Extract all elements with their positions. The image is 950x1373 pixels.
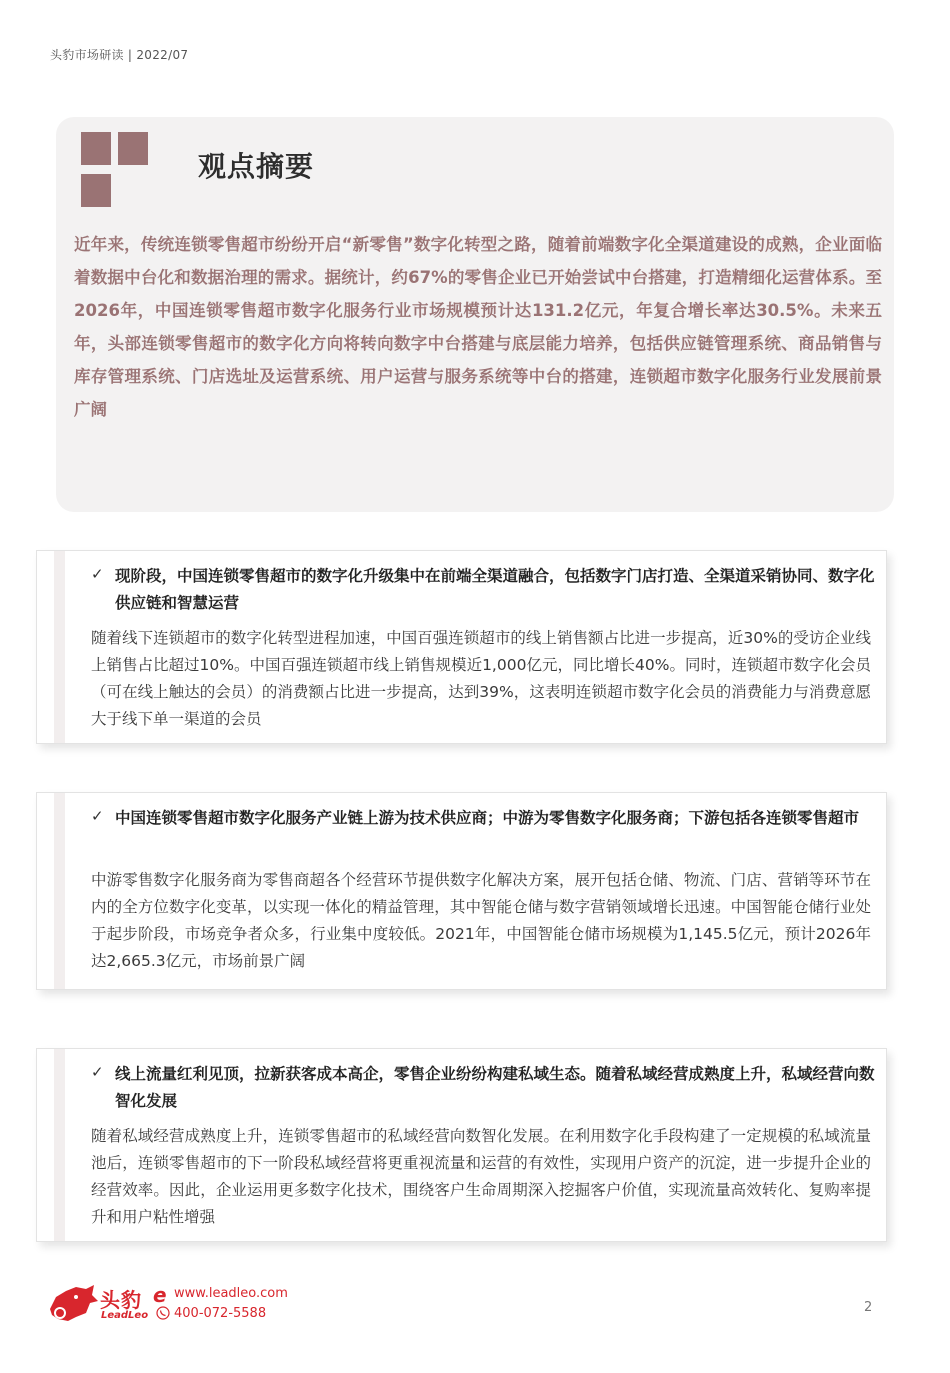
brand-name-cn: 头豹 (100, 1288, 142, 1312)
summary-body: 近年来，传统连锁零售超市纷纷开启“新零售”数字化转型之路，随着前端数字化全渠道建设的成熟，企业面临着数据中台化和数据治理的需求。据统计，约67%的零售企业已开始尝试中台搭建，打造精细化运营体系。至2026年，中国连锁零售超市数字化服务行业市场规模预计达131.2亿元，年复合增长率达30.5%。未来五年，头部连锁零售超市的数字化方向将转向数字中台搭建与底层能力培养，包括供应链管理系统、商品销售与库存管理系统、门店选址及运营系统、用户运营与服务系统等中台的搭建，连锁超市数字化服务行业发展前景广阔 (74, 235, 882, 419)
e-logo-icon: e (153, 1283, 167, 1307)
check-icon: ✓ (91, 1063, 104, 1081)
leopard-logo-icon (46, 1283, 100, 1323)
phone-icon (156, 1306, 170, 1320)
point-card-1 (36, 550, 887, 744)
summary-square-icon (81, 132, 149, 210)
card-accent-bar (54, 551, 65, 743)
summary-box (56, 117, 894, 512)
page-number: 2 (864, 1300, 873, 1315)
card-accent-bar (54, 793, 65, 989)
summary-title: 观点摘要 (198, 150, 315, 183)
point-heading-1: 现阶段，中国连锁零售超市的数字化升级集中在前端全渠道融合，包括数字门店打造、全渠道采销协同、数字化供应链和智慧运营 (115, 567, 875, 612)
point-heading-2: 中国连锁零售超市数字化服务产业链上游为技术供应商；中游为零售数字化服务商；下游包括各连锁零售超市 (115, 809, 860, 827)
point-body-1: 随着线下连锁超市的数字化转型进程加速，中国百强连锁超市的线上销售额占比进一步提高，近30%的受访企业线上销售占比超过10%。中国百强连锁超市线上销售规模近1,000亿元，同比增长40%。同时，连锁超市数字化会员（可在线上触达的会员）的消费额占比进一步提高，达到39%，这表明连锁超市数字化会员的消费能力与消费意愿大于线下单一渠道的会员 (91, 629, 871, 728)
check-icon: ✓ (91, 565, 104, 583)
header-publication-line: 头豹市场研读 | 2022/07 (50, 48, 189, 62)
brand-name-en: LeadLeo (101, 1310, 149, 1321)
point-card-3 (36, 1048, 887, 1242)
point-card-2 (36, 792, 887, 990)
phone-number: 400-072-5588 (174, 1306, 267, 1321)
card-accent-bar (54, 1049, 65, 1241)
point-heading-3: 线上流量红利见顶，拉新获客成本高企，零售企业纷纷构建私域生态。随着私域经营成熟度上升，私域经营向数智化发展 (115, 1065, 875, 1110)
point-body-3: 随着私域经营成熟度上升，连锁零售超市的私域经营向数智化发展。在利用数字化手段构建了一定规模的私域流量池后，连锁零售超市的下一阶段私域经营将更重视流量和运营的有效性，实现用户资产的沉淀，进一步提升企业的经营效率。因此，企业运用更多数字化技术，围绕客户生命周期深入挖掘客户价值，实现流量高效转化、复购率提升和用户粘性增强 (91, 1127, 871, 1226)
point-body-2: 中游零售数字化服务商为零售商超各个经营环节提供数字化解决方案，展开包括仓储、物流、门店、营销等环节在内的全方位数字化变革，以实现一体化的精益管理，其中智能仓储与数字营销领域增长迅速。中国智能仓储行业处于起步阶段，市场竞争者众多，行业集中度较低。2021年，中国智能仓储市场规模为1,145.5亿元，预计2026年达2,665.3亿元，市场前景广阔 (91, 871, 871, 970)
check-icon: ✓ (91, 807, 104, 825)
website-link[interactable]: www.leadleo.com (174, 1286, 288, 1301)
